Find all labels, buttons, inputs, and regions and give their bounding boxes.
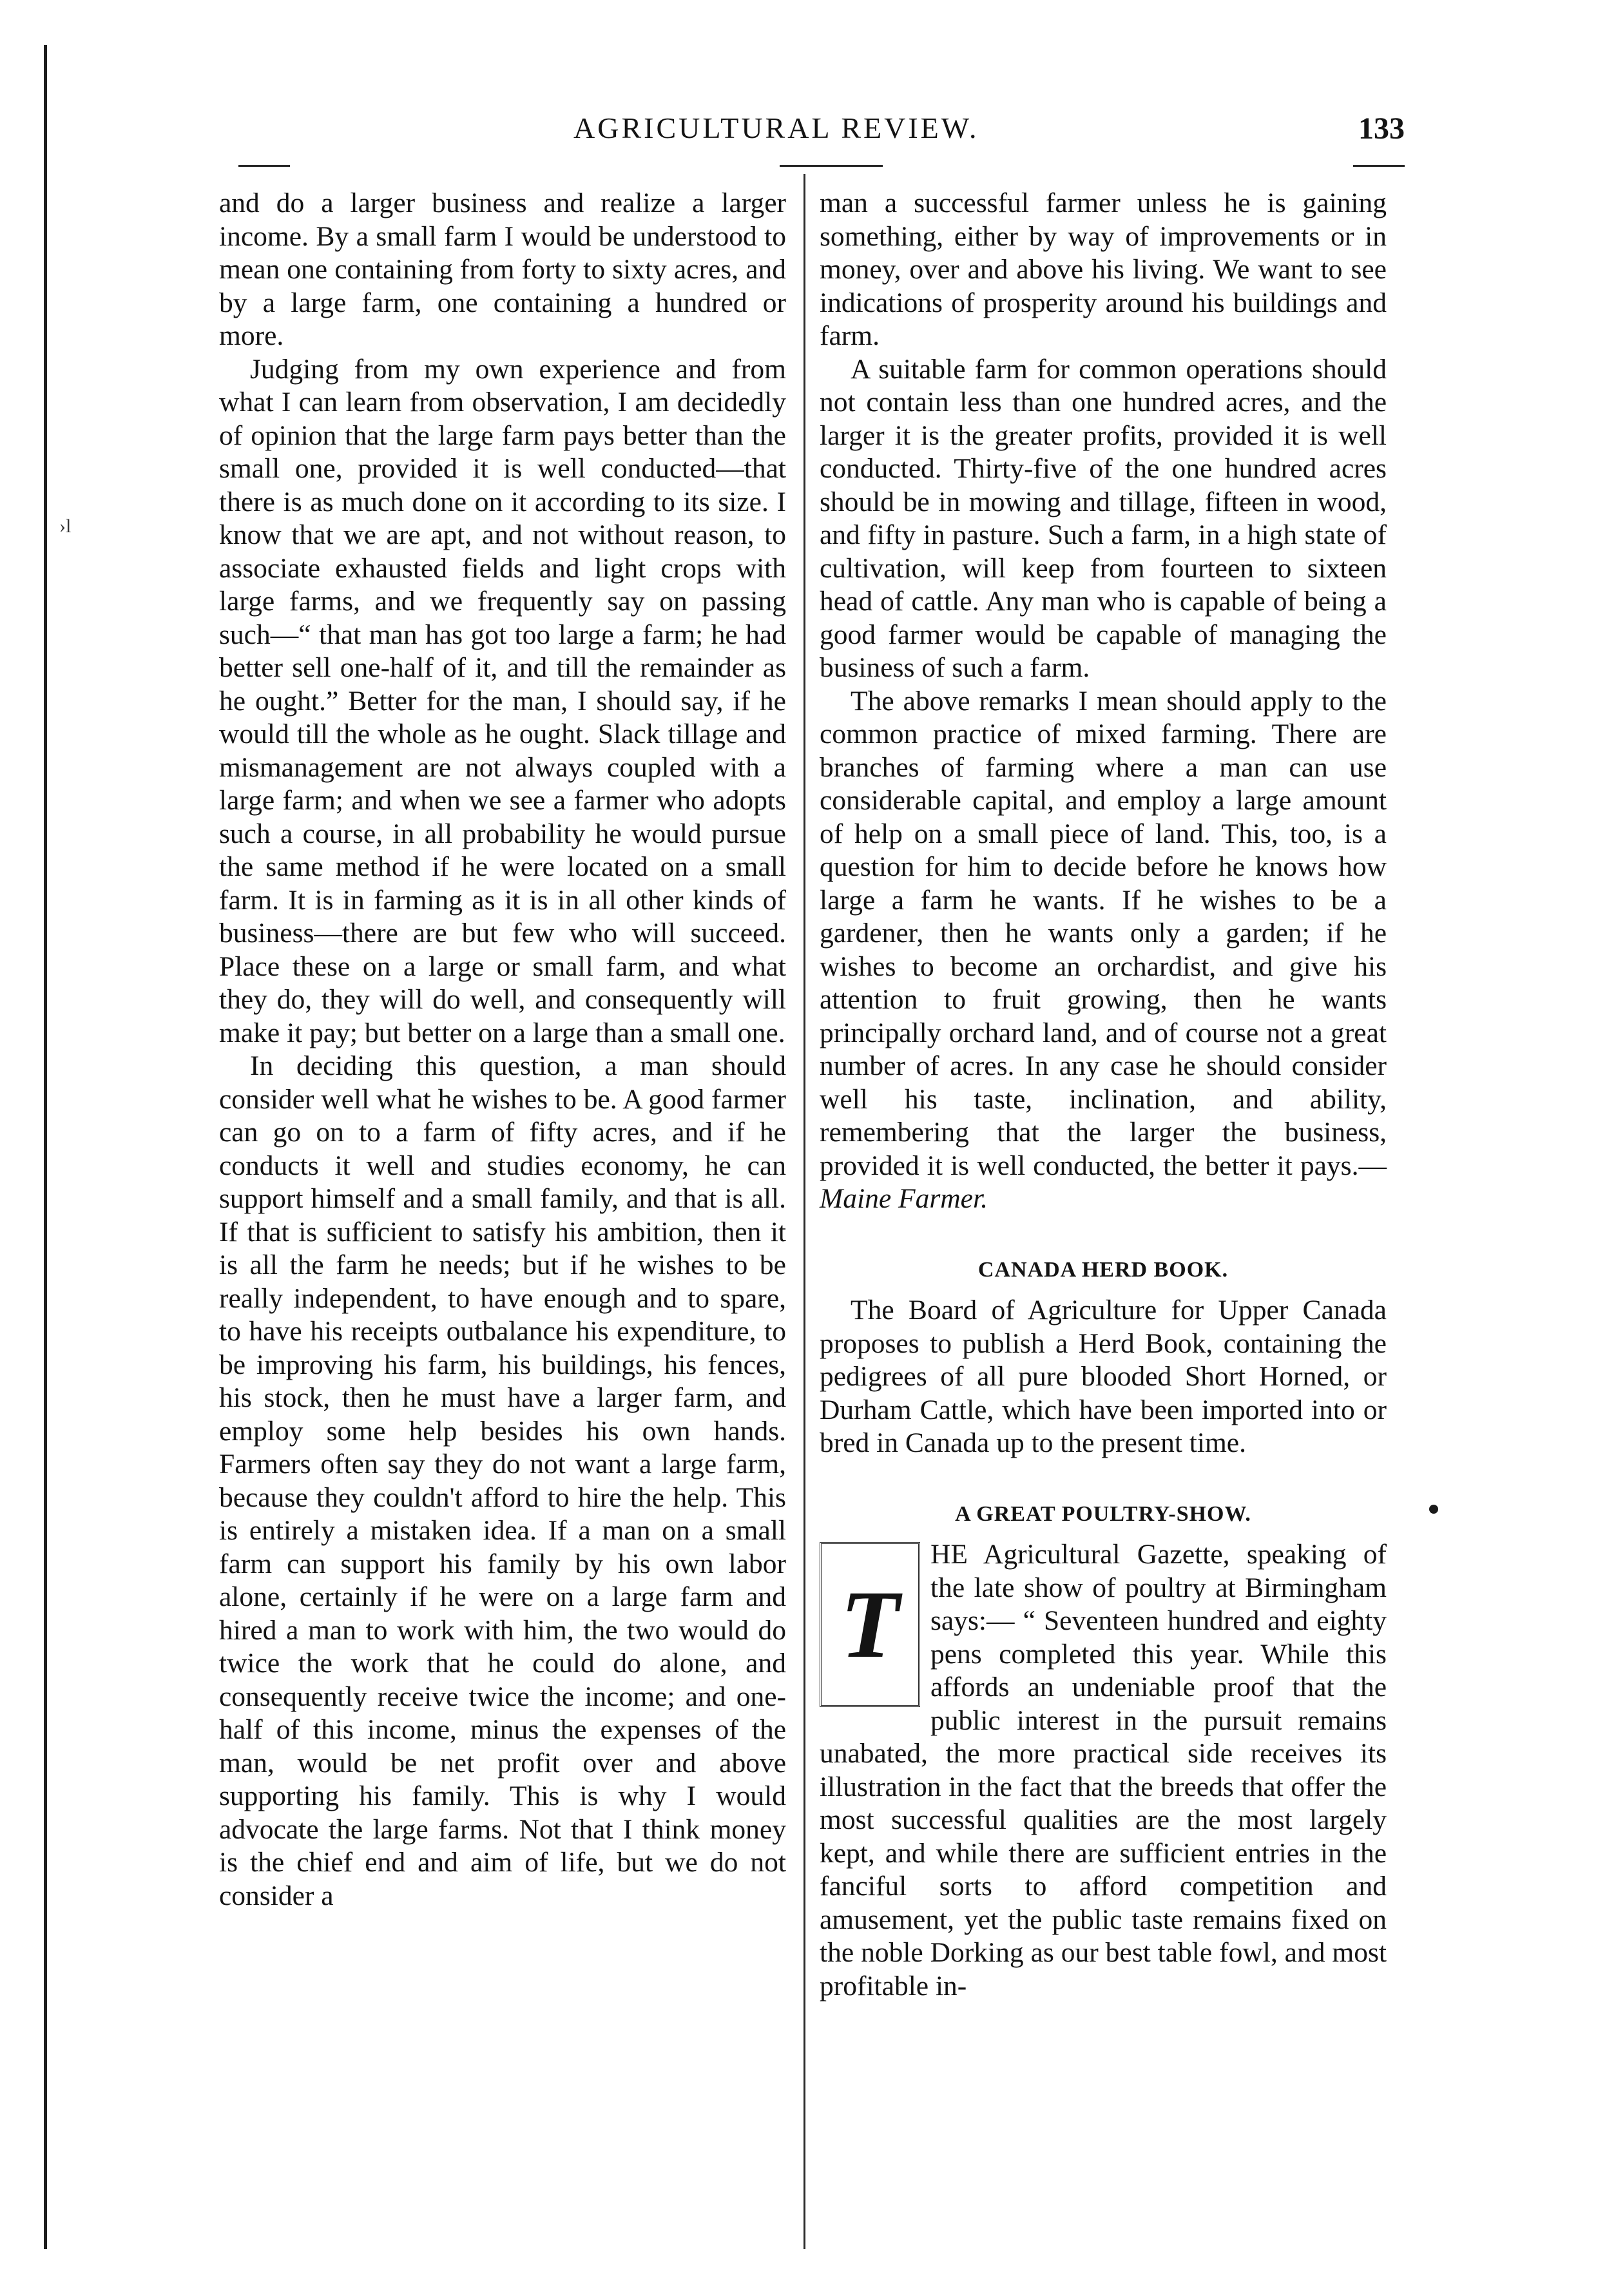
poultry-article (820, 1538, 1387, 2003)
header-rule-left (238, 165, 290, 167)
margin-dot (1429, 1505, 1438, 1514)
running-title: AGRICULTURAL REVIEW. (573, 111, 979, 144)
page-number: 133 (1358, 111, 1405, 146)
paragraph (820, 685, 1387, 1216)
ornamental-dropcap: T (820, 1542, 920, 1707)
paragraph-text: The above remarks I mean should apply to the common practice of mixed farming. There are branches of farming where a man can use considerable capital, and employ a large amount of help on a small piece of land. This, too, is a question for him to decide before he knows how large a farm he wants. If he wishes to be a gardener, then he wants only a garden; if he wishes to become an orchardist, and give his attention to fruit growing, then he wants principally orchard land, and of course not a great number of acres. In any case he should consider well his taste, inclination, and ability, remembering that the larger the business, provided it is well conducted, the better it pays.— (820, 685, 1387, 1181)
paragraph: The Board of Agriculture for Upper Canada proposes to publish a Herd Book, containing the pedigrees of all pure blooded Short Horned, or Durham Cattle, which have been imported into or bred in Canada up to the present time. (820, 1295, 1387, 1458)
section-heading-poultry: A GREAT POULTRY-SHOW. (955, 1501, 1251, 1526)
header-rule-right (1353, 165, 1405, 167)
paragraph: HE Agricultural Gazette, speaking of the late show of poultry at Birmingham says:— “ Seventeen hundred and eighty pens completed this year. While this affords an undeniable proof that the public interest in the pursuit remains unabated, the more practical side receives its illustration in the fact that the breeds that offer the most successful qualities are the most largely kept, and while there are sufficient entries in the fanciful sorts to afford competition and amusement, yet the public taste remains fixed on the noble Dorking as our best table fowl, and most profitable in- (820, 1539, 1387, 2002)
paragraph: and do a larger business and realize a larger income. By a small farm I would be understood to mean one containing from forty to sixty acres, and by a large farm, one containing a hundred or more. (219, 188, 786, 351)
right-column (820, 187, 1387, 2003)
paragraph: Judging from my own experience and from what I can learn from observation, I am decidedly of opinion that the large farm pays better than the small one, provided it is well conducted—that there is as much done on it according to its size. I know that we are apt, and not without reason, to associate exhausted fields and light crops with large farms, and we frequently say on passing such—“ that man has got too large a farm; he had better sell one-half of it, and till the remainder as he ought.” Better for the man, I should say, if he would till the whole as he ought. Slack tillage and mismanagement are not always coupled with a large farm; and when we see a farmer who adopts such a course, in all probability he would pursue the same method if he were located on a small farm. It is in farming as it is in all other kinds of business—there are but few who will succeed. Place these on a large or small farm, and what they do, they will do well, and consequently will make it pay; but better on a large than a small one. (219, 353, 786, 1048)
margin-rule (44, 45, 47, 2249)
section-heading-canada: CANADA HERD BOOK. (977, 1257, 1229, 1282)
source-signature: Maine Farmer. (820, 1183, 988, 1214)
paragraph: A suitable farm for common operations should not contain less than one hundred acres, and the larger it is the greater profits, provided it is well conducted. Thirty-five of the one hundred acres should be in mowing and tillage, fifteen in wood, and fifty in pasture. Such a farm, in a high state of cultivation, will keep from fourteen to sixteen head of cattle. Any man who is capable of being a good farmer would be capable of managing the business of such a farm. (820, 353, 1387, 683)
paragraph: In deciding this question, a man should consider well what he wishes to be. A good farmer can go on to a farm of fifty acres, and if he conducts it well and studies economy, he can support himself and a small family, and that is all. If that is sufficient to satisfy his ambition, then it is all the farm he needs; but if he wishes to be really independent, to have enough and to spare, to have his receipts outbalance his expenditure, to be improving his farm, his buildings, his fences, his stock, then he must have a larger farm, and employ some help besides his own hands. Farmers often say they do not want a large farm, because they couldn't afford to hire the help. This is entirely a mistaken idea. If a man on a small farm can support his family by his own labor alone, certainly if he were on a large farm and hired a man to work with him, the two would do twice the work that he could do alone, and consequently receive twice the income; and one-half of this income, minus the expenses of the man, would be net profit over and above supporting his family. This is why I would advocate the large farms. Not that I think money is the chief end and aim of life, but we do not consider a (219, 1050, 786, 1911)
margin-mark: ›l (59, 516, 72, 537)
paragraph: man a successful farmer unless he is gaining something, either by way of improvements or in money, over and above his living. We want to see indications of prosperity around his buildings and farm. (820, 188, 1387, 351)
column-divider (804, 174, 805, 2249)
header-rule-center (780, 165, 883, 167)
page-header (232, 111, 1418, 162)
left-column (219, 187, 786, 1913)
